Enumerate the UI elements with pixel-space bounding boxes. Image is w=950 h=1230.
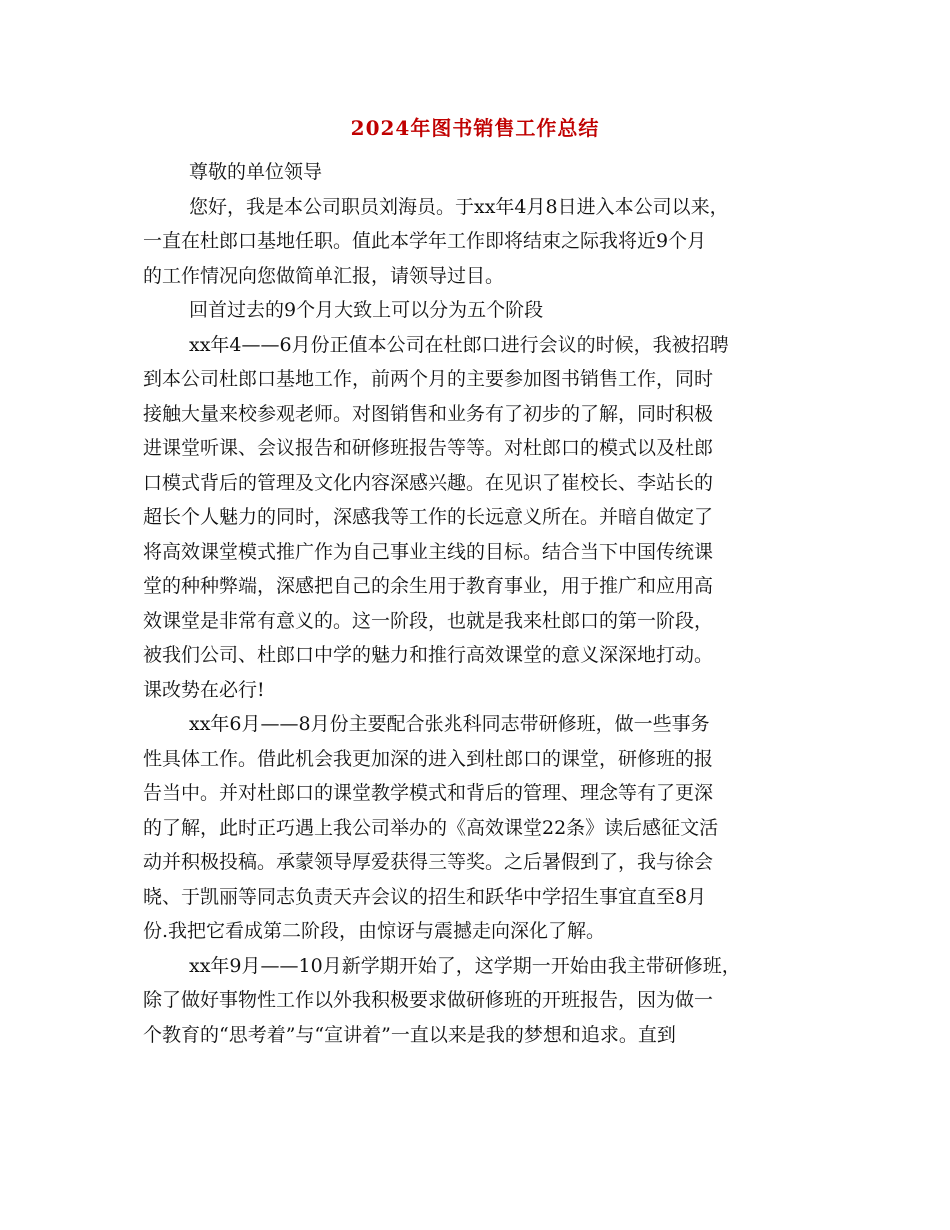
paragraph-line: 超长个人魅力的同时，深感我等工作的长远意义所在。并暗自做定了 xyxy=(143,506,714,528)
document-body xyxy=(143,155,815,1052)
paragraph-line: 课改势在必行! xyxy=(143,678,265,701)
paragraph-line: 晓、于凯丽等同志负责天卉会议的招生和跃华中学招生事宜直至8月 xyxy=(143,885,707,908)
paragraph-line: 您好，我是本公司职员刘海员。于xx年4月8日进入本公司以来， xyxy=(189,195,729,218)
paragraph-line: 一直在杜郎口基地任职。值此本学年工作即将结束之际我将近9个月 xyxy=(143,230,707,252)
paragraph-line: 接触大量来校参观老师。对图销售和业务有了初步的了解，同时积极 xyxy=(143,402,714,425)
paragraph-line: 回首过去的9个月大致上可以分为五个阶段 xyxy=(189,299,544,321)
paragraph-line: 进课堂听课、会议报告和研修班报告等等。对杜郎口的模式以及杜郎 xyxy=(143,437,714,459)
paragraph-line: 性具体工作。借此机会我更加深的进入到杜郎口的课堂，研修班的报 xyxy=(143,747,714,770)
paragraph-line: 的了解，此时正巧遇上我公司举办的《高效课堂22条》读后感征文活 xyxy=(143,816,719,839)
paragraph-line: 告当中。并对杜郎口的课堂教学模式和背后的管理、理念等有了更深 xyxy=(143,782,714,804)
paragraph-line: 动并积极投稿。承蒙领导厚爱获得三等奖。之后暑假到了，我与徐会 xyxy=(143,851,714,873)
paragraph-line: xx年6月——8月份主要配合张兆科同志带研修班，做一些事务 xyxy=(189,713,710,735)
document-title: 2024年图书销售工作总结 xyxy=(350,116,600,140)
salutation-line: 尊敬的单位领导 xyxy=(189,161,323,183)
paragraph-line: 的工作情况向您做简单汇报，请领导过目。 xyxy=(143,264,505,287)
paragraph-line: 到本公司杜郎口基地工作，前两个月的主要参加图书销售工作，同时 xyxy=(143,368,714,390)
paragraph-line: 份.我把它看成第二阶段，由惊讶与震撼走向深化了解。 xyxy=(143,920,606,942)
paragraph-line: 堂的种种弊端，深感把自己的余生用于教育事业，用于推广和应用高 xyxy=(143,575,714,597)
paragraph-line: 个教育的“思考着”与“宣讲着”一直以来是我的梦想和追求。直到 xyxy=(143,1023,676,1046)
paragraph-line: 口模式背后的管理及文化内容深感兴趣。在见识了崔校长、李站长的 xyxy=(143,471,714,494)
paragraph-line: 效课堂是非常有意义的。这一阶段，也就是我来杜郎口的第一阶段， xyxy=(143,609,714,632)
paragraph-line: 将高效课堂模式推广作为自己事业主线的目标。结合当下中国传统课 xyxy=(143,540,714,563)
paragraph-line: xx年9月——10月新学期开始了，这学期一开始由我主带研修班， xyxy=(189,954,741,977)
paragraph-line: xx年4——6月份正值本公司在杜郎口进行会议的时候，我被招聘 xyxy=(189,333,729,356)
paragraph-line: 除了做好事物性工作以外我积极要求做研修班的开班报告，因为做一 xyxy=(143,989,714,1011)
paragraph-line: 被我们公司、杜郎口中学的魅力和推行高效课堂的意义深深地打动。 xyxy=(143,644,714,666)
